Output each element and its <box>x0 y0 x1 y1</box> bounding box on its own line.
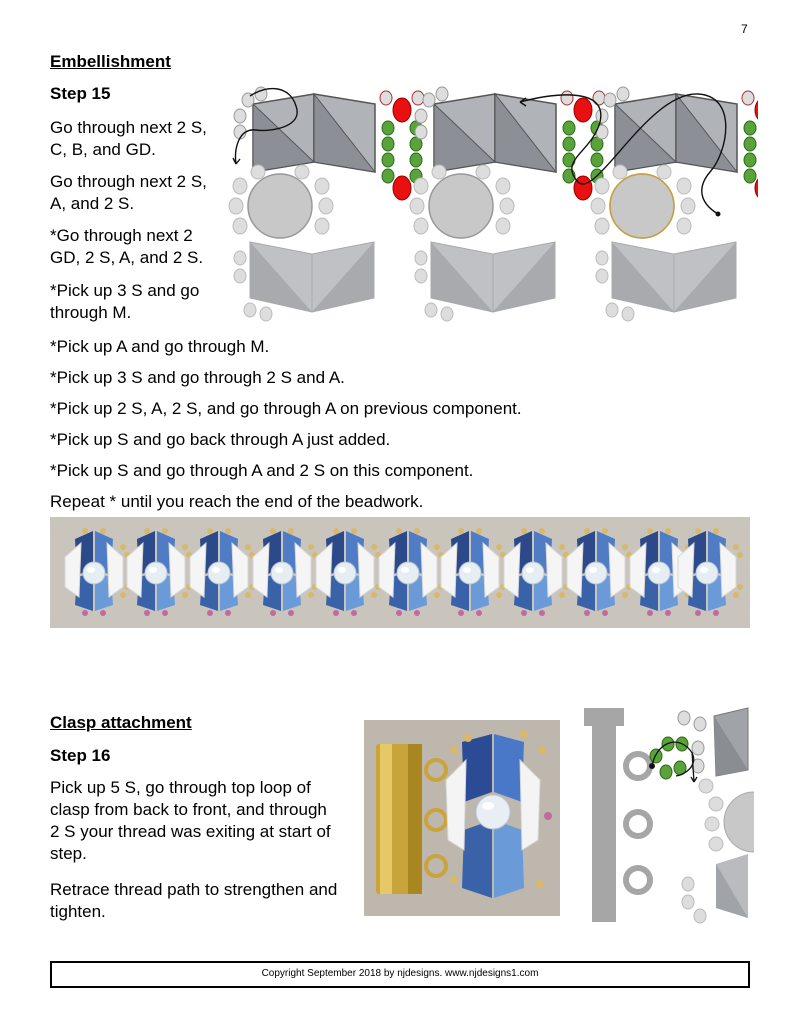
step15-text-2: Go through next 2 S, A, and 2 S. <box>50 172 207 213</box>
step15-text-4: *Pick up 3 S and go through M. <box>50 281 200 322</box>
step-16-title: Step 16 <box>50 746 111 765</box>
step16-text-1: Pick up 5 S, go through top loop of clasp from back to front, and through 2 S your thread was exiting at start of step. <box>50 778 331 863</box>
step15-text-3: *Go through next 2 GD, 2 S, A, and 2 S. <box>50 226 204 267</box>
step16-text-2: Retrace thread path to strengthen and tighten. <box>50 880 338 921</box>
step15-text-8: *Pick up S and go back through A just added. <box>50 430 391 449</box>
clasp-heading: Clasp attachment <box>50 713 192 732</box>
copyright-footer: Copyright September 2018 by njdesigns. www.njdesigns1.com <box>50 961 750 988</box>
page-number: 7 <box>741 22 748 36</box>
step15-beading-diagram <box>228 82 758 322</box>
step15-text-6: *Pick up 3 S and go through 2 S and A. <box>50 368 345 387</box>
embellishment-heading: Embellishment <box>50 52 171 71</box>
step15-text-7: *Pick up 2 S, A, 2 S, and go through A on previous component. <box>50 399 522 418</box>
step15-text-10: Repeat * until you reach the end of the beadwork. <box>50 492 424 511</box>
step15-text-1: Go through next 2 S, C, B, and GD. <box>50 118 207 159</box>
step15-text-5: *Pick up A and go through M. <box>50 337 270 356</box>
step-15-title: Step 15 <box>50 84 111 103</box>
clasp-diagram <box>576 704 754 926</box>
clasp-photo <box>364 720 560 916</box>
beadwork-photo <box>50 517 750 628</box>
step15-text-9: *Pick up S and go through A and 2 S on this component. <box>50 461 474 480</box>
diagram-unit <box>229 87 424 321</box>
